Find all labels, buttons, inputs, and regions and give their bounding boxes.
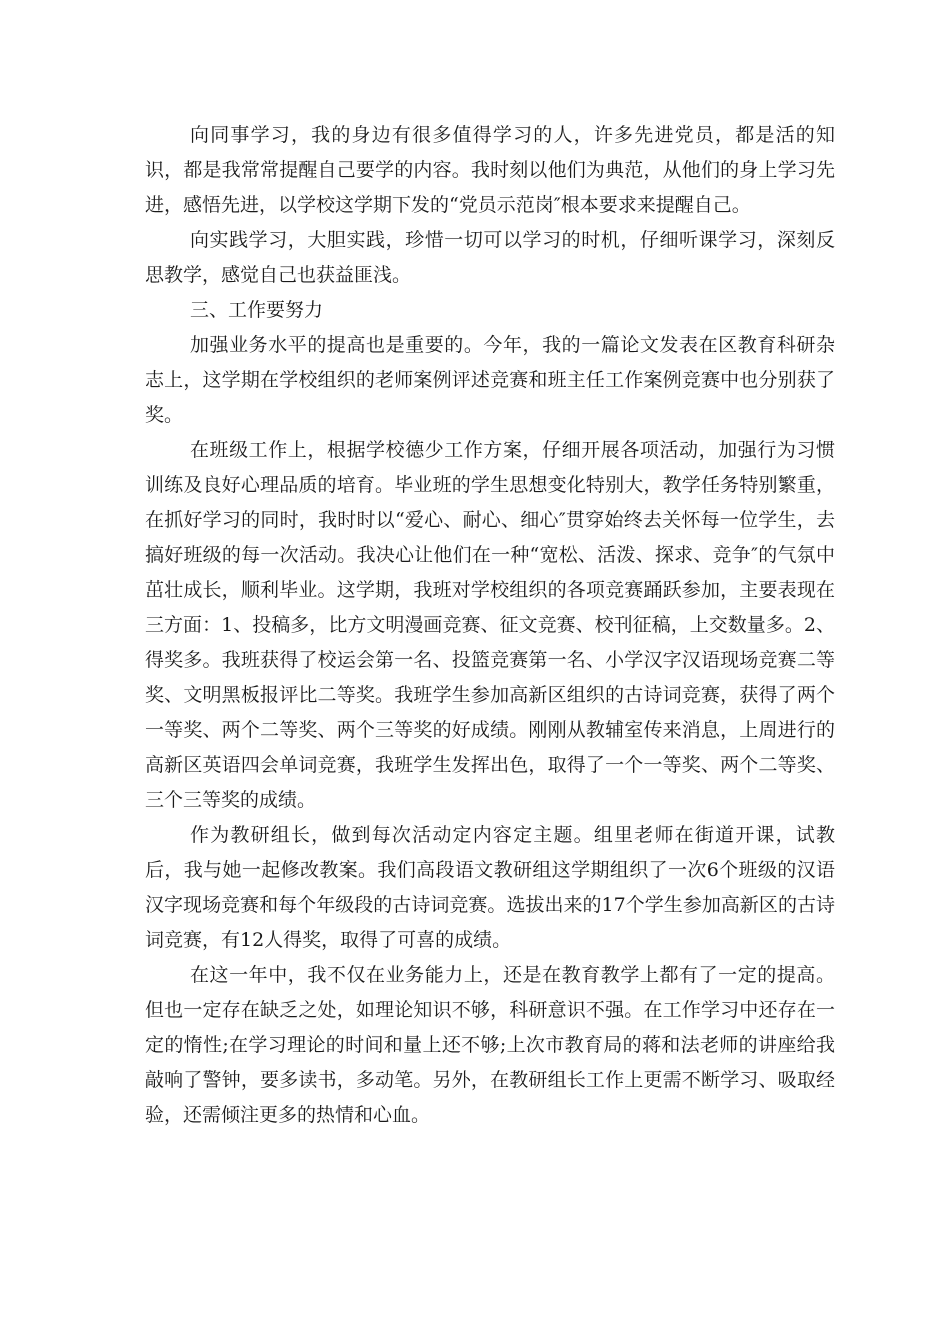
paragraph-year-summary: 在这一年中，我不仅在业务能力上，还是在教育教学上都有了一定的提高。但也一定存在缺乏之处，如理论知识不够，科研意识不强。在工作学习中还存在一定的惰性;在学习理论的时间和量上还不够;上次市教育局的蒋和法老师的讲座给我敲响了警钟，要多读书，多动笔。另外，在教研组长工作上更需不断学习、吸取经验，还需倾注更多的热情和心血。 bbox=[145, 964, 835, 1126]
document-body bbox=[145, 118, 835, 1133]
paragraph-learn-from-colleagues: 向同事学习，我的身边有很多值得学习的人，许多先进党员，都是活的知识，都是我常常提醒自己要学的内容。我时刻以他们为典范，从他们的身上学习先进，感悟先进，以学校这学期下发的“党员示范岗″根本要求来提醒自己。 bbox=[145, 124, 835, 216]
paragraph-teaching-research-leader: 作为教研组长，做到每次活动定内容定主题。组里老师在街道开课，试教后，我与她一起修改教案。我们高段语文教研组这学期组织了一次6个班级的汉语汉字现场竞赛和每个年级段的古诗词竞赛。选拔出来的17个学生参加高新区的古诗词竞赛，有12人得奖，取得了可喜的成绩。 bbox=[145, 824, 835, 951]
paragraph-learn-from-practice: 向实践学习，大胆实践，珍惜一切可以学习的时机，仔细听课学习，深刻反思教学，感觉自己也获益匪浅。 bbox=[145, 229, 835, 286]
section-heading-work-hard: 三、工作要努力 bbox=[190, 299, 324, 321]
paragraph-professional-level: 加强业务水平的提高也是重要的。今年，我的一篇论文发表在区教育科研杂志上，这学期在学校组织的老师案例评述竞赛和班主任工作案例竞赛中也分别获了奖。 bbox=[145, 334, 835, 426]
paragraph-class-work: 在班级工作上，根据学校德少工作方案，仔细开展各项活动，加强行为习惯训练及良好心理品质的培育。毕业班的学生思想变化特别大，教学任务特别繁重，在抓好学习的同时，我时时以“爱心、耐心、细心″贯穿始终去关怀每一位学生，去搞好班级的每一次活动。我决心让他们在一种“宽松、活泼、探求、竞争″的气氛中茁壮成长，顺利毕业。这学期，我班对学校组织的各项竞赛踊跃参加，主要表现在三方面：1、投稿多，比方文明漫画竞赛、征文竞赛、校刊征稿，上交数量多。2、得奖多。我班获得了校运会第一名、投篮竞赛第一名、小学汉字汉语现场竞赛二等奖、文明黑板报评比二等奖。我班学生参加高新区组织的古诗词竞赛，获得了两个一等奖、两个二等奖、两个三等奖的好成绩。刚刚从教辅室传来消息，上周进行的高新区英语四会单词竞赛，我班学生发挥出色，取得了一个一等奖、两个二等奖、三个三等奖的成绩。 bbox=[145, 439, 835, 811]
